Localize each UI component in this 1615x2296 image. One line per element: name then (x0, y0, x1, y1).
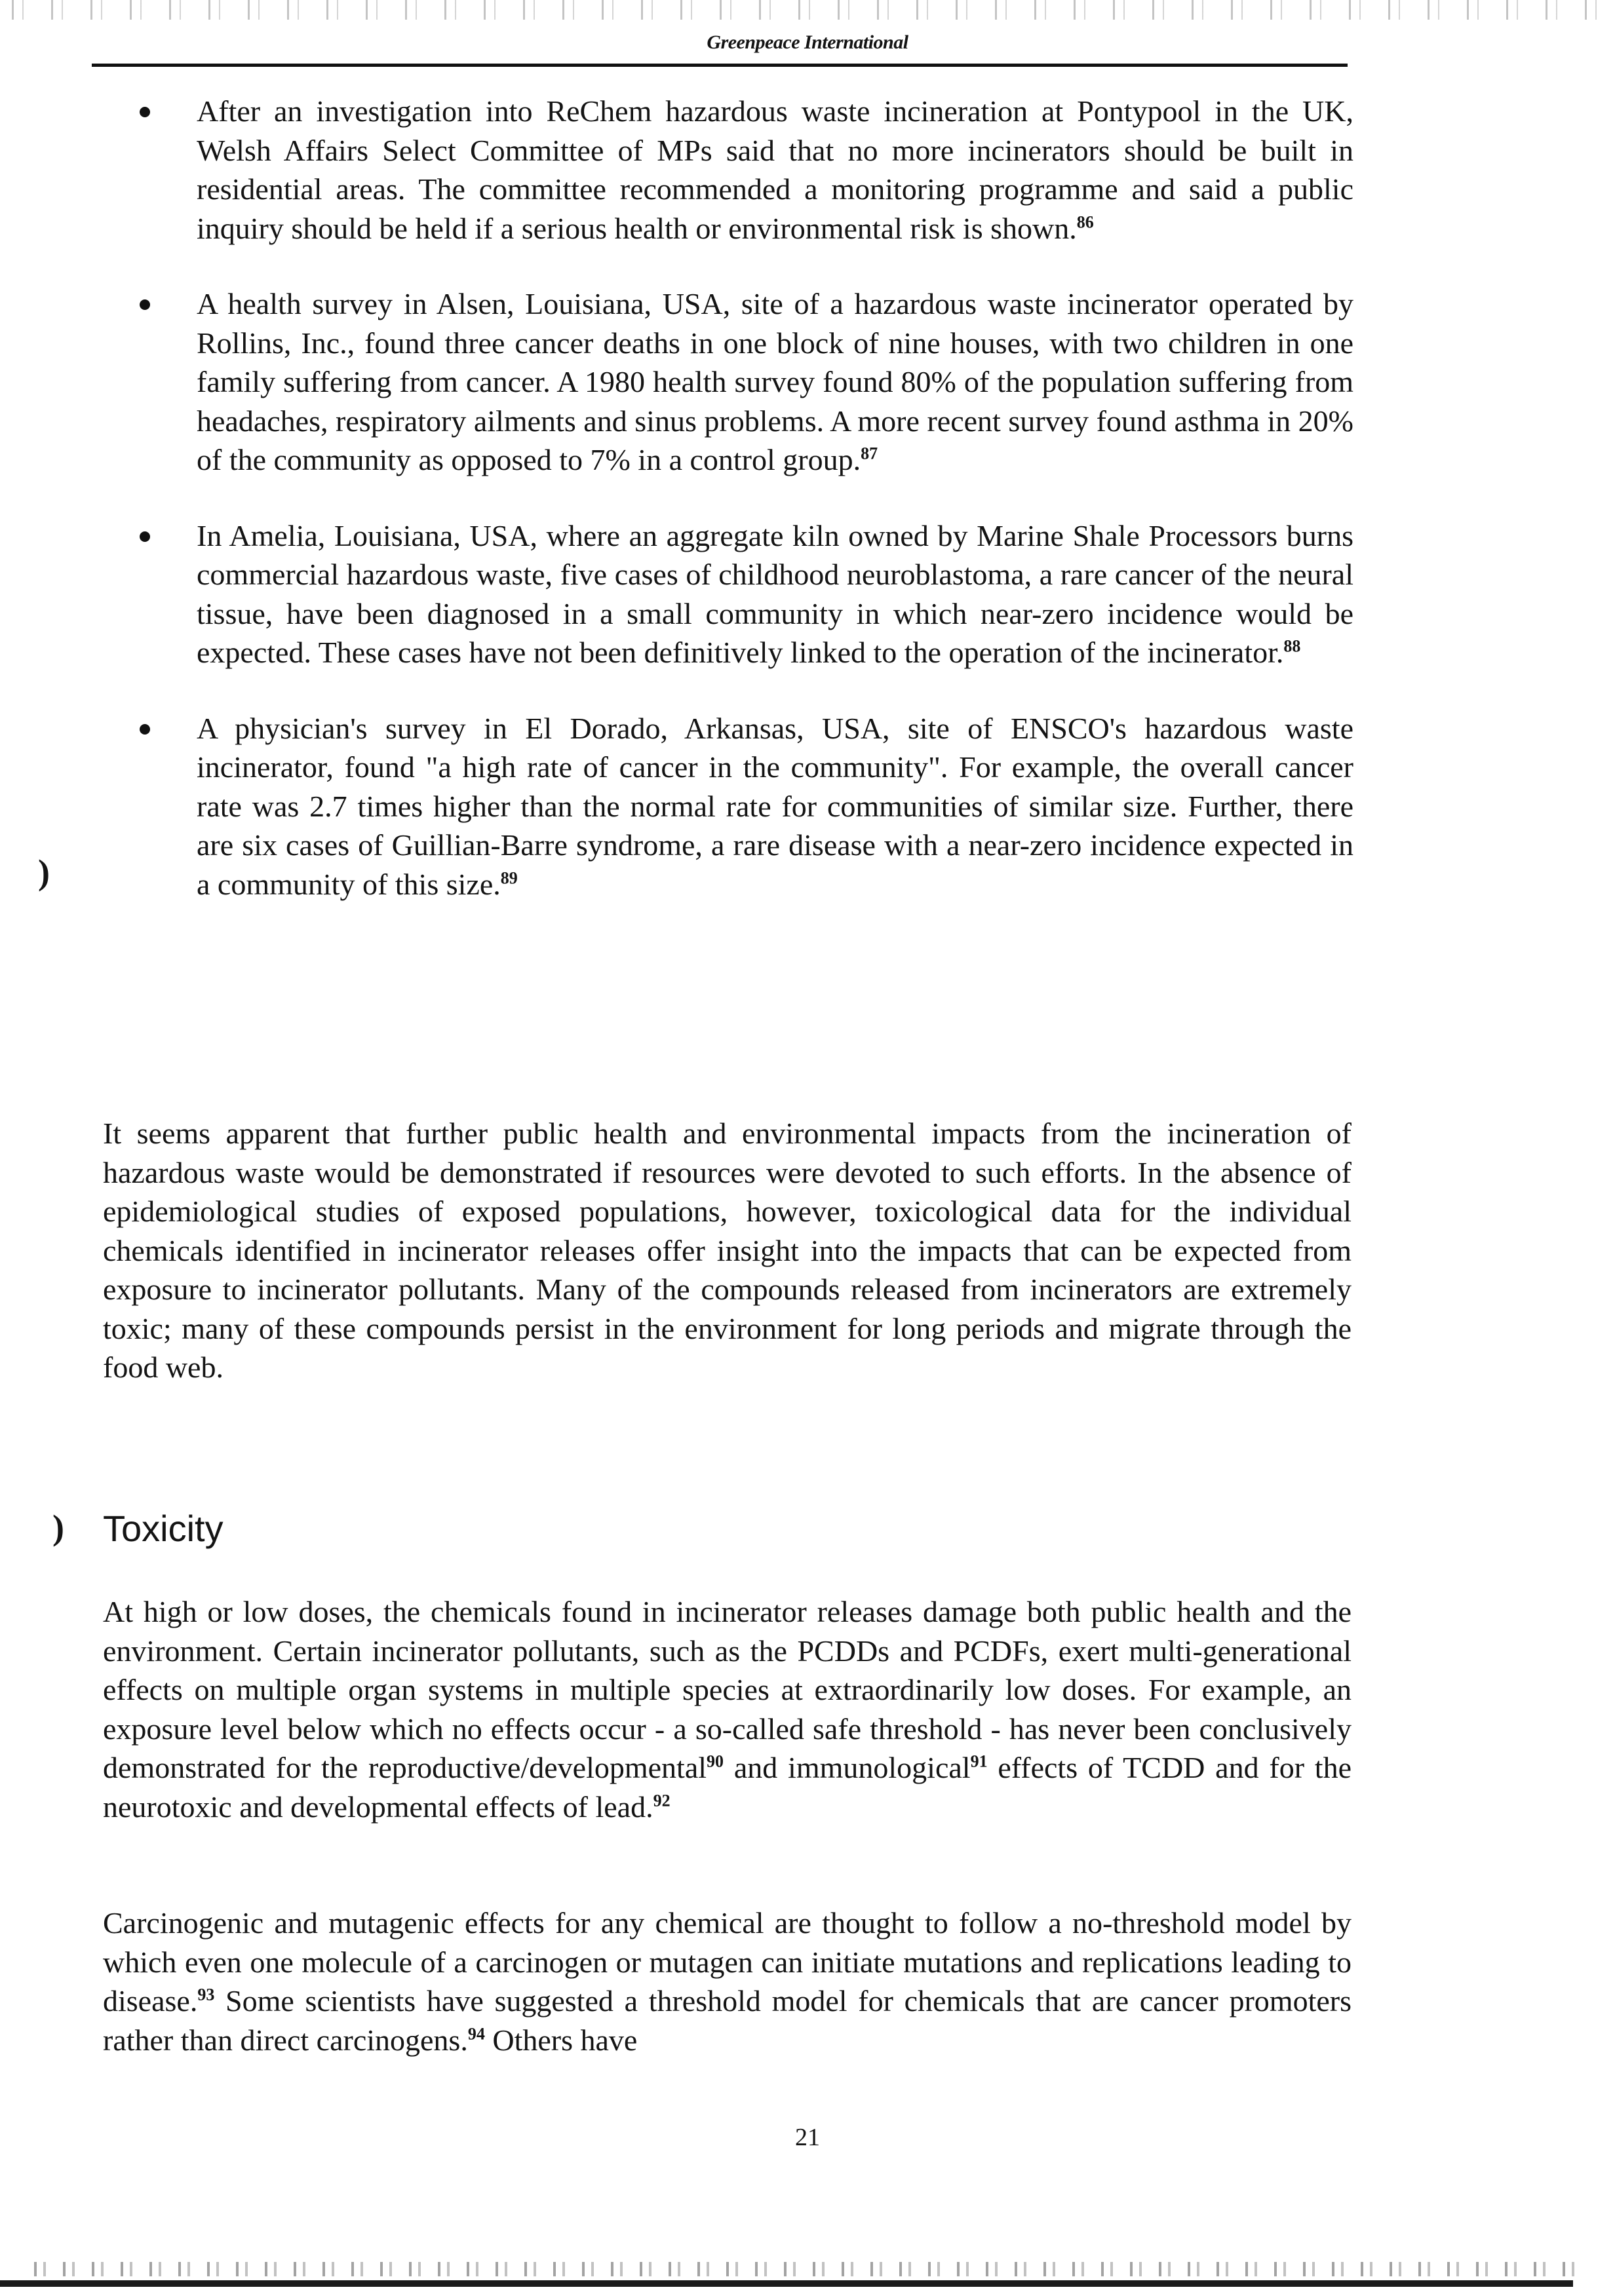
paragraph-text: Carcinogenic and mutagenic effects for any chemical are thought to follow a no-threshold model by which even one molecule of a carcinogen or mutagen can initiate mutations and replications leading to disease. (103, 1906, 1352, 2018)
footnote-ref: 88 (1283, 636, 1301, 656)
footnote-ref: 93 (197, 1985, 215, 2004)
bullet-icon (140, 724, 150, 735)
page-number: 21 (795, 2124, 820, 2151)
scan-edge-bar (0, 2280, 1573, 2287)
margin-bracket-mark: ) (38, 852, 50, 892)
bullet-text: In Amelia, Louisiana, USA, where an aggregate kiln owned by Marine Shale Processors burns commercial hazardous waste, five cases of childhood neuroblastoma, a rare cancer of the neural tissue, have been diagnosed in a small community in which near-zero incidence would be expected. These cases have not been definitively linked to the operation of the incinerator. (197, 518, 1353, 669)
bullet-list (134, 92, 1353, 940)
paragraph-text: effects of TCDD and for the neurotoxic and developmental effects of lead. (103, 1751, 1352, 1824)
footnote-ref: 94 (467, 2024, 485, 2044)
bullet-text: A physician's survey in El Dorado, Arkansas, USA, site of ENSCO's hazardous waste incinerator, found "a high rate of cancer in the community". For example, the overall cancer rate was 2.7 times higher than the normal rate for communities of similar size. Further, there are six cases of Guillian-Barre syndrome, a rare disease with a near-zero incidence expected in a community of this size. (197, 711, 1353, 901)
footnote-ref: 89 (500, 868, 518, 888)
paragraph-text: Others have (484, 2023, 638, 2057)
bullet-icon (140, 299, 150, 310)
footnote-ref: 87 (861, 444, 878, 463)
paragraph-text: At high or low doses, the chemicals found in incinerator releases damage both public health and the environment. Certain incinerator pollutants, such as the PCDDs and PCDFs, exert multi-generational effects on multiple organ systems in multiple species at extraordinarily low doses. For example, an exposure level below which no effects occur - a so-called safe threshold - has never been conclusively demonstrated for the reproductive/developmental (103, 1595, 1352, 1784)
footnote-ref: 92 (653, 1791, 671, 1810)
section-paragraph (103, 1904, 1352, 2059)
footnote-ref: 90 (707, 1751, 724, 1771)
bullet-icon (140, 531, 150, 542)
bullet-text: After an investigation into ReChem hazardous waste incineration at Pontypool in the UK, Welsh Affairs Select Committee of MPs said that no more incinerators should be built in residential areas. The committee recommended a monitoring programme and said a public inquiry should be held if a serious health or environmental risk is shown. (197, 94, 1353, 245)
scan-noise-bottom (26, 2262, 1586, 2276)
running-header: Greenpeace International (707, 31, 908, 53)
bullet-item (134, 92, 1353, 248)
header-rule (92, 64, 1348, 67)
scan-noise-top (0, 0, 1615, 20)
bullet-text: A health survey in Alsen, Louisiana, USA, site of a hazardous waste incinerator operated by Rollins, Inc., found three cancer deaths in one block of nine houses, with two children in one family suffering from cancer. A 1980 health survey found 80% of the population suffering from headaches, respiratory ailments and sinus problems. A more recent survey found asthma in 20% of the community as opposed to 7% in a control group. (197, 287, 1353, 476)
margin-bracket-mark: ) (52, 1508, 64, 1547)
bullet-item (134, 516, 1353, 672)
bullet-item (134, 284, 1353, 480)
paragraph-text: Some scientists have suggested a threshold model for chemicals that are cancer promoters rather than direct carcinogens. (103, 1984, 1352, 2057)
bullet-icon (140, 107, 150, 117)
paragraph-text: and immunological (724, 1751, 971, 1784)
footnote-ref: 86 (1076, 212, 1094, 232)
intro-paragraph: It seems apparent that further public health and environmental impacts from the incineration of hazardous waste would be demonstrated if resources were devoted to such efforts. In the absence of epidemiological studies of exposed populations, however, toxicological data for the individual chemicals identified in incinerator releases offer insight into the impacts that can be expected from exposure to incinerator pollutants. Many of the compounds released from incinerators are extremely toxic; many of these compounds persist in the environment for long periods and migrate through the food web. (103, 1117, 1352, 1384)
section-heading: Toxicity (103, 1508, 224, 1549)
bullet-item (134, 709, 1353, 904)
section-paragraph (103, 1592, 1352, 1826)
footnote-ref: 91 (970, 1751, 988, 1771)
